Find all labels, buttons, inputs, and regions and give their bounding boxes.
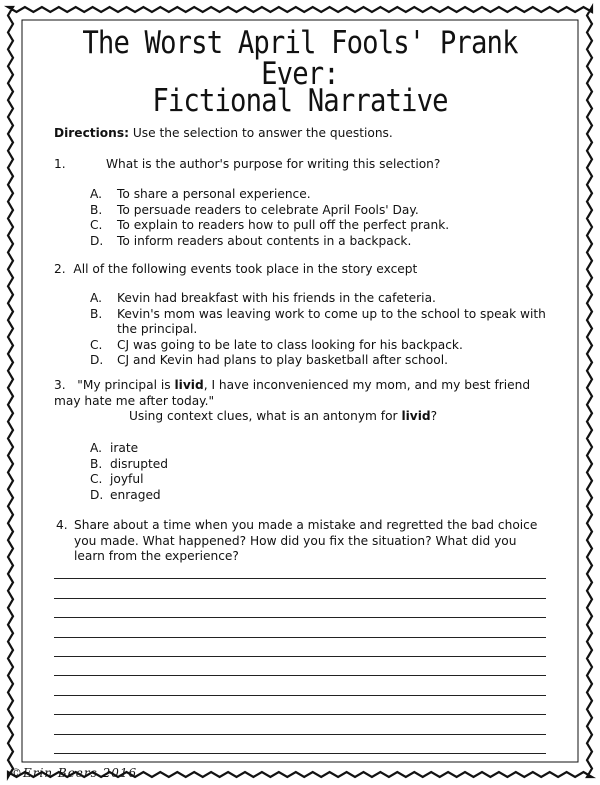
option-text: irate — [110, 441, 139, 455]
writing-line[interactable] — [54, 714, 546, 715]
option-letter: D. — [90, 487, 104, 502]
option-text: enraged — [110, 487, 161, 502]
question-3-number: 3. — [54, 378, 66, 392]
option — [90, 353, 547, 369]
writing-line[interactable] — [54, 656, 546, 657]
option-text: Kevin had breakfast with his friends in the cafeteria. — [117, 291, 436, 305]
question-1 — [54, 157, 440, 173]
question-3-quote-start: "My principal is — [77, 378, 175, 392]
directions-label: Directions: — [54, 126, 129, 140]
option-letter: B. — [90, 306, 103, 321]
question-4 — [56, 518, 546, 565]
writing-line[interactable] — [54, 753, 546, 754]
option-text: CJ was going to be late to class looking for his backpack. — [117, 337, 463, 352]
question-3-prompt-bold: livid — [401, 409, 431, 424]
option-text: CJ and Kevin had plans to play basketball after school. — [117, 353, 448, 368]
directions — [54, 126, 393, 142]
copyright-footer: ©Erin Beers 2016 — [10, 766, 138, 780]
writing-line[interactable] — [54, 637, 546, 638]
option-text: To persuade readers to celebrate April Fools' Day. — [117, 202, 419, 217]
page-title-line-2: Fictional Narrative — [152, 83, 448, 119]
option-letter: A. — [90, 187, 102, 201]
writing-line[interactable] — [54, 695, 546, 696]
option — [90, 187, 547, 203]
option-letter: C. — [90, 472, 103, 487]
question-2 — [54, 262, 417, 278]
option-text: To explain to readers how to pull off the perfect prank. — [117, 218, 450, 233]
directions-text: Use the selection to answer the questions. — [128, 126, 393, 140]
writing-line[interactable] — [54, 598, 546, 599]
question-4-number: 4. — [56, 518, 68, 532]
writing-line[interactable] — [54, 734, 546, 735]
option-letter: A. — [90, 291, 102, 305]
writing-line[interactable] — [54, 675, 546, 676]
question-3-prompt-start: Using context clues, what is an antonym for — [129, 409, 402, 424]
question-4-text: Share about a time when you made a mistake and regretted the bad choice you made. What happened? How did you fix the situation? What did you learn from the experience? — [74, 518, 538, 564]
option — [90, 203, 547, 219]
option — [90, 488, 168, 504]
option-letter: B. — [90, 202, 103, 217]
page-title-line-1: The Worst April Fools' Prank Ever: — [82, 25, 518, 92]
option-text: joyful — [110, 472, 144, 487]
question-3 — [54, 378, 554, 425]
option — [90, 234, 547, 250]
question-3-quote-end: , I have inconvenienced my mom, and my best friend may hate me after today." — [54, 378, 531, 408]
question-3-options — [90, 441, 168, 503]
question-2-options — [90, 291, 547, 369]
option-letter: C. — [90, 337, 103, 352]
writing-line[interactable] — [54, 617, 546, 618]
option-text: Kevin's mom was leaving work to come up to the school to speak with the principal. — [117, 306, 546, 337]
question-1-options — [90, 187, 547, 249]
option-letter: D. — [90, 233, 104, 248]
question-3-quote-bold: livid — [174, 378, 204, 392]
option — [90, 441, 168, 457]
question-2-number: 2. — [54, 262, 66, 276]
option — [90, 307, 547, 338]
answer-lines — [54, 560, 546, 754]
question-2-text: All of the following events took place in the story except — [73, 262, 418, 276]
question-1-text: What is the author's purpose for writing this selection? — [106, 157, 441, 171]
option-letter: B. — [90, 456, 103, 471]
option — [90, 472, 168, 488]
option-text: disrupted — [110, 456, 168, 471]
option-text: To share a personal experience. — [117, 187, 311, 201]
option-letter: D. — [90, 353, 104, 368]
option-text: To inform readers about contents in a backpack. — [117, 233, 412, 248]
option-letter: C. — [90, 218, 103, 233]
option-letter: A. — [90, 441, 102, 455]
option — [90, 291, 547, 307]
question-3-prompt-end: ? — [430, 409, 438, 424]
writing-line[interactable] — [54, 578, 546, 579]
option — [90, 457, 168, 473]
option — [90, 218, 547, 234]
question-1-number: 1. — [54, 157, 66, 171]
question-3-prompt — [54, 409, 554, 425]
option — [90, 338, 547, 354]
